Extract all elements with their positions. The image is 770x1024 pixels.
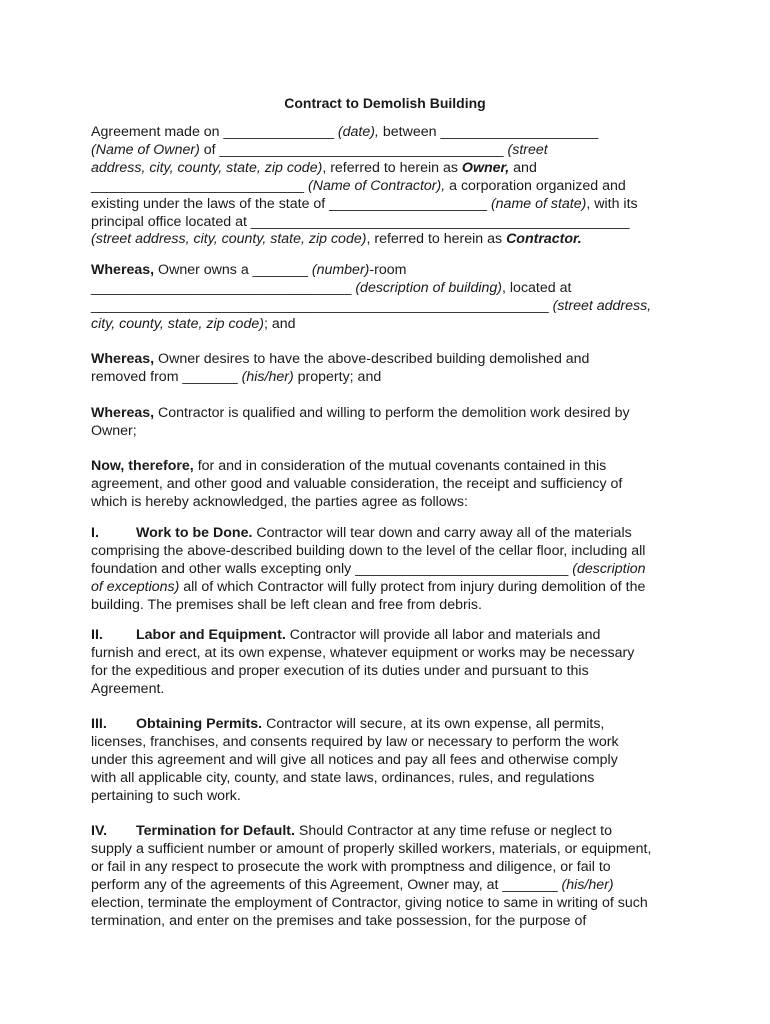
paragraph-line: with all applicable city, county, and state laws, ordinances, rules, and regulations bbox=[91, 769, 595, 786]
paragraph-line: Owner; bbox=[91, 422, 137, 439]
document-title: Contract to Demolish Building bbox=[284, 95, 486, 111]
paragraph-line: building. The premises shall be left clean and free from debris. bbox=[91, 596, 482, 613]
intro-paragraph bbox=[91, 124, 691, 249]
paragraph-line: Agreement made on ______________ (date), between ____________________ bbox=[91, 124, 599, 140]
paragraph-line: (street address, city, county, state, zip code), referred to herein as Contractor. bbox=[91, 231, 582, 248]
paragraph-line: _________________________________ (description of building), located at bbox=[91, 279, 572, 296]
paragraph-line: Whereas, Contractor is qualified and willing to perform the demolition work desired by bbox=[91, 405, 630, 421]
paragraph-line: ___________________________ (Name of Contractor), a corporation organized and bbox=[91, 177, 626, 194]
paragraph-line: III. Obtaining Permits. Contractor will secure, at its own expense, all permits, bbox=[91, 716, 605, 732]
paragraph-line: IV. Termination for Default. Should Contractor at any time refuse or neglect to bbox=[91, 823, 612, 839]
section-termination-for-default bbox=[91, 823, 691, 930]
paragraph-line: which is hereby acknowledged, the parties agree as follows: bbox=[91, 493, 468, 510]
paragraph-line: of exceptions) all of which Contractor will fully protect from injury during demolition of the bbox=[91, 578, 646, 595]
section-obtaining-permits bbox=[91, 716, 691, 806]
paragraph-line: Whereas, Owner desires to have the above-described building demolished and bbox=[91, 351, 590, 367]
paragraph-line: agreement, and other good and valuable consideration, the receipt and sufficiency of bbox=[91, 475, 623, 492]
paragraph-line: city, county, state, zip code); and bbox=[91, 315, 296, 332]
whereas-demolish-paragraph bbox=[91, 351, 691, 387]
paragraph-line: Now, therefore, for and in consideration of the mutual covenants contained in this bbox=[91, 458, 607, 474]
paragraph-line: supply a sufficient number or amount of properly skilled workers, materials, or equipment, bbox=[91, 840, 652, 857]
paragraph-line: I. Work to be Done. Contractor will tear down and carry away all of the materials bbox=[91, 525, 632, 541]
paragraph-line: Whereas, Owner owns a _______ (number)-room bbox=[91, 262, 407, 278]
now-therefore-paragraph bbox=[91, 458, 691, 512]
paragraph-line: election, terminate the employment of Contractor, giving notice to same in writing of such bbox=[91, 894, 648, 911]
paragraph-line: __________________________________________________________ (street address, bbox=[91, 297, 652, 314]
paragraph-line: existing under the laws of the state of ____________________ (name of state), with its bbox=[91, 195, 638, 212]
paragraph-line: principal office located at ________________________________________________ bbox=[91, 213, 630, 230]
paragraph-line: (Name of Owner) of ____________________________________ (street bbox=[91, 141, 548, 158]
paragraph-line: licenses, franchises, and consents required by law or necessary to perform the work bbox=[91, 733, 619, 750]
section-work-to-be-done bbox=[91, 525, 691, 615]
paragraph-line: for the expeditious and proper execution of its duties under and pursuant to this bbox=[91, 662, 589, 679]
paragraph-line: furnish and erect, at its own expense, whatever equipment or works may be necessary bbox=[91, 644, 635, 661]
whereas-contractor-paragraph bbox=[91, 405, 691, 441]
paragraph-line: II. Labor and Equipment. Contractor will provide all labor and materials and bbox=[91, 627, 601, 643]
paragraph-line: pertaining to such work. bbox=[91, 787, 241, 804]
paragraph-line: perform any of the agreements of this Agreement, Owner may, at _______ (his/her) bbox=[91, 876, 614, 893]
section-labor-and-equipment bbox=[91, 627, 691, 699]
paragraph-line: Agreement. bbox=[91, 680, 165, 697]
paragraph-line: termination, and enter on the premises and take possession, for the purpose of bbox=[91, 912, 587, 929]
paragraph-line: under this agreement and will give all notices and pay all fees and otherwise comply bbox=[91, 751, 618, 768]
paragraph-line: or fail in any respect to prosecute the work with promptness and diligence, or fail to bbox=[91, 858, 611, 875]
whereas-building-paragraph bbox=[91, 262, 691, 334]
paragraph-line: address, city, county, state, zip code), referred to herein as Owner, and bbox=[91, 159, 537, 176]
paragraph-line: comprising the above-described building down to the level of the cellar floor, including all bbox=[91, 542, 646, 559]
paragraph-line: foundation and other walls excepting only ___________________________ (description bbox=[91, 560, 646, 577]
paragraph-line: removed from _______ (his/her) property; and bbox=[91, 368, 382, 385]
